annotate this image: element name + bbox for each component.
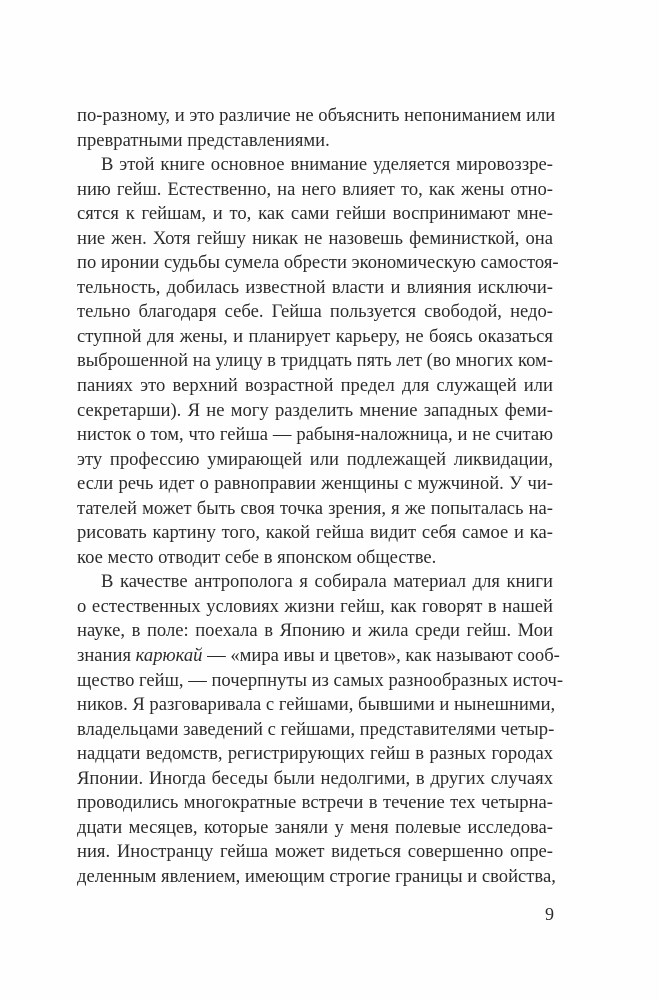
text-line: ния. Иностранцу гейша может видеться совершенно опре- xyxy=(77,841,553,863)
text-line: деленным явлением, имеющим строгие границы и свойства, xyxy=(77,865,556,887)
text-line: рисовать картину того, какой гейша видит себя самое и ка- xyxy=(77,522,553,544)
text-line: тельно благодаря себе. Гейша пользуется свободой, недо- xyxy=(77,301,553,323)
text-line: выброшенной на улицу в тридцать пять лет (во многих ком- xyxy=(77,350,553,372)
text-line: ние жен. Хотя гейшу никак не назовешь феминисткой, она xyxy=(77,227,553,249)
text-line: превратными представлениями. xyxy=(77,129,330,151)
text-line: В качестве антрополога я собирала материал для книги xyxy=(101,571,553,593)
text-line: тателей может быть своя точка зрения, я же попыталась на- xyxy=(77,497,553,519)
text-line: секретарши). Я не могу разделить мнение западных феми- xyxy=(77,399,553,421)
page-number: 9 xyxy=(545,904,554,924)
text-line: эту профессию умирающей или подлежащей ликвидации, xyxy=(77,448,553,470)
text-line: о естественных условиях жизни гейш, как говорят в нашей xyxy=(77,595,553,617)
body-text xyxy=(77,104,564,890)
text-line: надцати ведомств, регистрирующих гейш в разных городах xyxy=(77,743,553,765)
text-line: науке, в поле: поехала в Японию и жила среди гейш. Мои xyxy=(77,620,553,642)
text-line: по-разному, и это различие не объяснить непониманием или xyxy=(77,105,556,126)
italic-term: карюкай xyxy=(135,645,203,667)
text-fragment: знания xyxy=(77,645,136,667)
text-line: если речь идет о равноправии женщины с мужчиной. У чи- xyxy=(77,473,553,495)
text-line: кое место отводит себе в японском обществе. xyxy=(77,546,437,568)
text-fragment: — «мира ивы и цветов», как называют сооб- xyxy=(202,645,560,667)
text-line: сятся к гейшам, и то, как сами гейши воспринимают мне- xyxy=(77,203,553,225)
text-line: нию гейш. Естественно, на него влияет то, как жены отно- xyxy=(77,178,553,200)
text-line: ников. Я разговаривала с гейшами, бывшими и нынешними, xyxy=(77,694,556,716)
text-line: владельцами заведений с гейшами, представителями четыр- xyxy=(77,718,555,740)
text-line: В этой книге основное внимание уделяется мировоззре- xyxy=(101,154,553,176)
text-line: щество гейш, — почерпнуты из самых разнообразных источ- xyxy=(77,669,564,691)
text-line: дцати месяцев, которые заняли у меня полевые исследова- xyxy=(77,816,553,838)
text-line: паниях это верхний возрастной предел для служащей или xyxy=(77,375,553,397)
text-line-with-italic-term xyxy=(77,644,560,669)
text-line: ступной для жены, и планирует карьеру, не боясь оказаться xyxy=(77,325,553,347)
text-line: Японии. Иногда беседы были недолгими, в других случаях xyxy=(77,767,553,789)
text-line: проводились многократные встречи в течение тех четырна- xyxy=(77,792,553,814)
text-line: по иронии судьбы сумела обрести экономическую самостоя- xyxy=(77,252,559,274)
text-line: тельность, добилась известной власти и влияния исключи- xyxy=(77,276,553,298)
text-line: нисток о том, что гейша — рабыня-наложница, и не считаю xyxy=(77,424,553,446)
